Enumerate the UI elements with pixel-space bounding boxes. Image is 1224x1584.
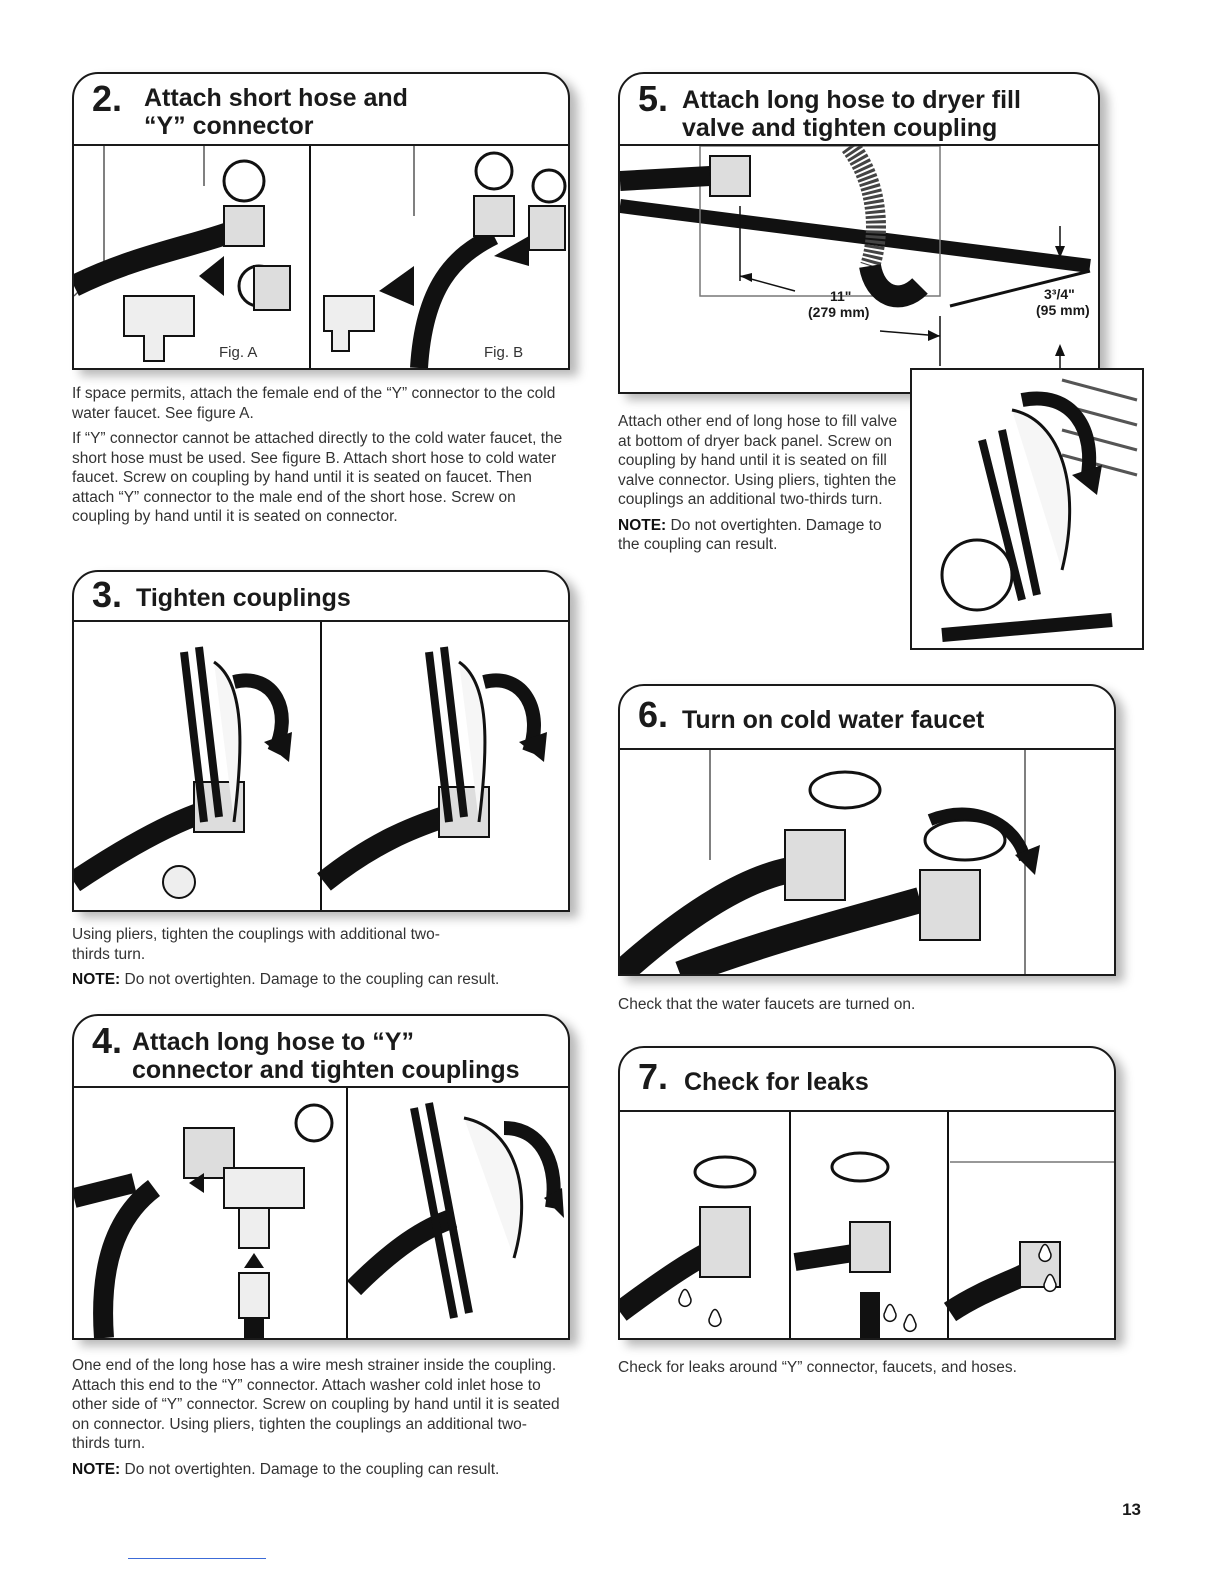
step-4-text	[72, 1356, 572, 1485]
step-4-header	[74, 1016, 568, 1088]
step-5-panel	[618, 72, 1100, 394]
step-3-paragraph-1: Using pliers, tighten the couplings with additional two-thirds turn.	[72, 926, 440, 963]
step-2-panel	[72, 72, 570, 370]
step-4-paragraph-1: One end of the long hose has a wire mesh strainer inside the coupling. Attach this end to the “Y” connector. Attach washer cold inlet hose to other side of “Y” connector. Screw on coupling by hand until it is seated on connector. Using pliers, tighten the couplings an additional two-thirds turn.	[72, 1357, 560, 1452]
step-7-text	[618, 1358, 1118, 1384]
step-7-header	[620, 1048, 1114, 1112]
step-4-number: 4.	[92, 1020, 123, 1061]
step-2-paragraph-1: If space permits, attach the female end of the “Y” connector to the cold water faucet. See figure A.	[72, 385, 556, 422]
dimension-279-mm: (279 mm)	[808, 304, 870, 320]
step-5-note-label: NOTE:	[618, 516, 667, 534]
dimension-11-inch: 11"	[830, 288, 852, 304]
dimension-3-3-4-inch: 3³/4"	[1044, 286, 1075, 302]
step-7-illustration	[620, 1112, 1114, 1338]
step-7-paragraph-1: Check for leaks around “Y” connector, faucets, and hoses.	[618, 1359, 1017, 1376]
step-3-text	[72, 925, 572, 996]
step-6-paragraph-1: Check that the water faucets are turned on.	[618, 996, 916, 1013]
step-3-illustration	[74, 622, 568, 910]
step-3-note	[72, 970, 572, 990]
step-5-note-text: Do not overtighten. Damage to the coupling can result.	[618, 516, 882, 553]
step-6-header	[620, 686, 1114, 750]
turn-on-faucet-illustration	[620, 750, 1114, 974]
step-2-paragraph-2: If “Y” connector cannot be attached directly to the cold water faucet, the short hose must be used. See figure B. Attach short hose to cold water faucet. Screw on coupling by hand until it is seated on faucet. Then attach “Y” connector to the male end of the short hose. Screw on coupling by hand until it is seated on connector.	[72, 430, 563, 525]
step-4-note-text: Do not overtighten. Damage to the coupling can result.	[120, 1460, 500, 1478]
dryer-fill-valve-illustration	[620, 146, 1098, 392]
step-5-paragraph-1: Attach other end of long hose to fill valve at bottom of dryer back panel. Screw on coupling by hand until it is seated on fill valve connector. Using pliers, tighten the couplings an additional two-thirds turn.	[618, 413, 898, 508]
step-5-header	[620, 74, 1098, 146]
step-3-note-label: NOTE:	[72, 971, 121, 988]
step-6-title: Turn on cold water faucet	[682, 706, 985, 734]
dimension-95-mm: (95 mm)	[1036, 302, 1090, 318]
step-5-text	[618, 412, 906, 561]
step-3-panel	[72, 570, 570, 912]
faucet-y-connector-illustration	[74, 146, 568, 368]
step-6-text	[618, 995, 1118, 1021]
step-2-header	[74, 74, 568, 146]
step-3-header	[74, 572, 568, 622]
step-5-pliers-inset	[910, 368, 1144, 650]
step-5-number: 5.	[638, 78, 669, 119]
step-4-illustration	[74, 1088, 568, 1338]
long-hose-y-connector-illustration	[74, 1088, 568, 1338]
footer-divider	[128, 1558, 266, 1559]
step-2-title: Attach short hose and “Y” connector	[144, 84, 408, 140]
pliers-fill-valve-inset-illustration	[912, 370, 1142, 648]
leak-check-illustration	[620, 1112, 1114, 1338]
step-3-title: Tighten couplings	[136, 584, 351, 612]
step-6-number: 6.	[638, 694, 669, 735]
step-2-illustration	[74, 146, 568, 368]
step-3-number: 3.	[92, 574, 123, 615]
step-2-text	[72, 384, 567, 533]
step-6-panel	[618, 684, 1116, 976]
step-4-panel	[72, 1014, 570, 1340]
step-7-title: Check for leaks	[684, 1068, 869, 1096]
step-4-note-label: NOTE:	[72, 1460, 121, 1478]
step-5-title: Attach long hose to dryer fill valve and tighten coupling	[682, 86, 1021, 142]
step-5-illustration	[620, 146, 1098, 392]
step-7-number: 7.	[638, 1056, 669, 1097]
fig-a-label: Fig. A	[219, 344, 258, 361]
step-5-note	[618, 516, 906, 555]
step-6-illustration	[620, 750, 1114, 974]
pliers-tightening-illustration	[74, 622, 568, 910]
step-2-number: 2.	[92, 78, 123, 119]
fig-b-label: Fig. B	[484, 344, 524, 361]
step-4-title: Attach long hose to “Y” connector and tighten couplings	[132, 1028, 520, 1084]
step-3-note-text: Do not overtighten. Damage to the coupling can result.	[120, 971, 500, 988]
step-7-panel	[618, 1046, 1116, 1340]
page-number: 13	[1122, 1500, 1141, 1519]
step-4-note	[72, 1460, 572, 1480]
